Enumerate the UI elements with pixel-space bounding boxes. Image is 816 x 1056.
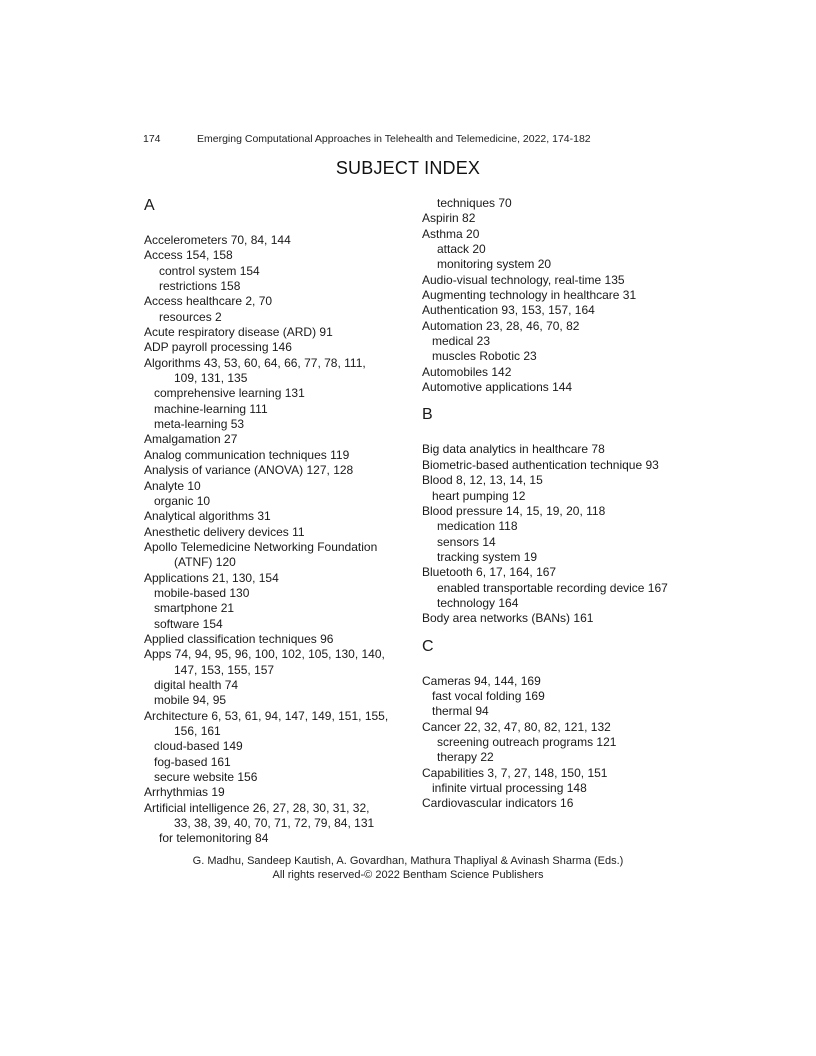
index-subentry: cloud-based 149 xyxy=(154,739,243,754)
index-entry: Audio-visual technology, real-time 135 xyxy=(422,272,625,287)
index-entry: Access healthcare 2, 70 xyxy=(144,294,273,309)
index-entry: Cancer 22, 32, 47, 80, 82, 121, 132 xyxy=(422,719,611,734)
index-entry: Amalgamation 27 xyxy=(144,432,238,447)
index-entry-continuation: 156, 161 xyxy=(174,724,221,738)
index-subentry: technology 164 xyxy=(437,595,519,610)
index-entry: Bluetooth 6, 17, 164, 167 xyxy=(422,565,557,580)
index-entry: Automotive applications 144 xyxy=(422,380,573,395)
index-entry: Apollo Telemedicine Networking Foundation xyxy=(144,539,378,554)
section-letter: B xyxy=(422,406,433,424)
index-entry: Applications 21, 130, 154 xyxy=(144,570,279,585)
footer-editors: G. Madhu, Sandeep Kautish, A. Govardhan, Mathura Thapliyal & Avinash Sharma (Eds.) xyxy=(192,855,624,867)
running-header xyxy=(143,133,591,145)
index-entry: ADP payroll processing 146 xyxy=(144,340,292,355)
index-subentry: muscles Robotic 23 xyxy=(432,349,537,364)
index-subentry: infinite virtual processing 148 xyxy=(432,781,587,795)
index-entry: Architecture 6, 53, 61, 94, 147, 149, 151, 155, xyxy=(144,708,389,723)
index-subentry: screening outreach programs 121 xyxy=(437,734,617,749)
index-subentry: medical 23 xyxy=(432,334,491,349)
index-entry: Analysis of variance (ANOVA) 127, 128 xyxy=(144,463,354,478)
page-number: 174 xyxy=(143,133,161,145)
index-subentry: meta-learning 53 xyxy=(154,417,245,432)
index-subentry: smartphone 21 xyxy=(154,601,235,616)
index-subentry: for telemonitoring 84 xyxy=(159,831,269,846)
index-subentry: mobile-based 130 xyxy=(154,585,250,600)
index-entry: Authentication 93, 153, 157, 164 xyxy=(422,303,595,318)
index-subentry: attack 20 xyxy=(437,242,486,257)
index-entry: Accelerometers 70, 84, 144 xyxy=(144,233,291,247)
page-title: SUBJECT INDEX xyxy=(335,158,481,178)
index-subentry: enabled transportable recording device 167 xyxy=(437,580,668,595)
index-subentry: secure website 156 xyxy=(154,770,258,785)
index-subentry: thermal 94 xyxy=(432,704,489,719)
index-subentry: digital health 74 xyxy=(154,677,239,692)
index-entry: Anesthetic delivery devices 11 xyxy=(144,524,305,539)
index-subentry: mobile 94, 95 xyxy=(154,693,227,708)
index-subentry: fog-based 161 xyxy=(154,754,231,769)
index-column-right xyxy=(422,196,694,812)
index-entry: Big data analytics in healthcare 78 xyxy=(422,442,605,457)
index-subentry: heart pumping 12 xyxy=(432,488,526,503)
index-entry: Algorithms 43, 53, 60, 64, 66, 77, 78, 111, xyxy=(144,355,366,370)
index-entry: Analytical algorithms 31 xyxy=(144,509,271,524)
index-entry: Artificial intelligence 26, 27, 28, 30, 31, 32, xyxy=(144,800,370,815)
index-entry: Capabilities 3, 7, 27, 148, 150, 151 xyxy=(422,765,608,780)
index-subentry: therapy 22 xyxy=(437,750,494,765)
index-subentry: software 154 xyxy=(154,616,223,631)
index-entry: Analog communication techniques 119 xyxy=(144,447,350,462)
index-entry: Access 154, 158 xyxy=(144,248,233,263)
index-subentry: comprehensive learning 131 xyxy=(154,386,305,401)
index-subentry: monitoring system 20 xyxy=(437,257,552,272)
index-subentry: restrictions 158 xyxy=(159,279,241,294)
page-footer xyxy=(0,854,816,882)
section-gap xyxy=(422,627,694,637)
index-entry: Biometric-based authentication technique 93 xyxy=(422,457,659,472)
index-entry: Applied classification techniques 96 xyxy=(144,631,334,646)
index-subentry: sensors 14 xyxy=(437,534,496,549)
index-entry: Automobiles 142 xyxy=(422,364,512,379)
section-gap xyxy=(422,395,694,405)
index-subentry: tracking system 19 xyxy=(437,549,538,564)
index-subentry: resources 2 xyxy=(159,309,222,324)
index-entry: Analyte 10 xyxy=(144,478,201,493)
index-subentry: fast vocal folding 169 xyxy=(432,688,545,703)
index-subentry: medication 118 xyxy=(437,519,518,534)
index-entry: Acute respiratory disease (ARD) 91 xyxy=(144,325,333,340)
index-entry: Asthma 20 xyxy=(422,226,480,241)
index-entry: Aspirin 82 xyxy=(422,211,476,226)
index-entry: Cameras 94, 144, 169 xyxy=(422,673,541,688)
index-entry: Arrhythmias 19 xyxy=(144,785,225,800)
index-column-left xyxy=(144,196,406,847)
index-subentry: techniques 70 xyxy=(437,196,512,210)
index-entry: Cardiovascular indicators 16 xyxy=(422,796,574,811)
index-entry: Automation 23, 28, 46, 70, 82 xyxy=(422,318,580,333)
index-entry: Augmenting technology in healthcare 31 xyxy=(422,288,637,303)
index-entry: Blood 8, 12, 13, 14, 15 xyxy=(422,473,543,488)
section-letter: A xyxy=(144,197,155,214)
index-entry-continuation: 33, 38, 39, 40, 70, 71, 72, 79, 84, 131 xyxy=(174,816,375,831)
footer-copyright: All rights reserved-© 2022 Bentham Science Publishers xyxy=(272,869,544,881)
index-subentry: machine-learning 111 xyxy=(154,401,268,416)
running-title: Emerging Computational Approaches in Telehealth and Telemedicine, 2022, 174-182 xyxy=(197,133,591,145)
index-entry-continuation: (ATNF) 120 xyxy=(174,555,236,570)
index-entry: Apps 74, 94, 95, 96, 100, 102, 105, 130, 140, xyxy=(144,647,385,662)
index-entry-continuation: 109, 131, 135 xyxy=(174,371,248,386)
index-subentry: organic 10 xyxy=(154,493,211,508)
index-entry: Blood pressure 14, 15, 19, 20, 118 xyxy=(422,503,606,518)
index-entry: Body area networks (BANs) 161 xyxy=(422,611,594,626)
index-subentry: control system 154 xyxy=(159,263,260,278)
section-letter: C xyxy=(422,637,434,655)
index-entry-continuation: 147, 153, 155, 157 xyxy=(174,662,275,677)
